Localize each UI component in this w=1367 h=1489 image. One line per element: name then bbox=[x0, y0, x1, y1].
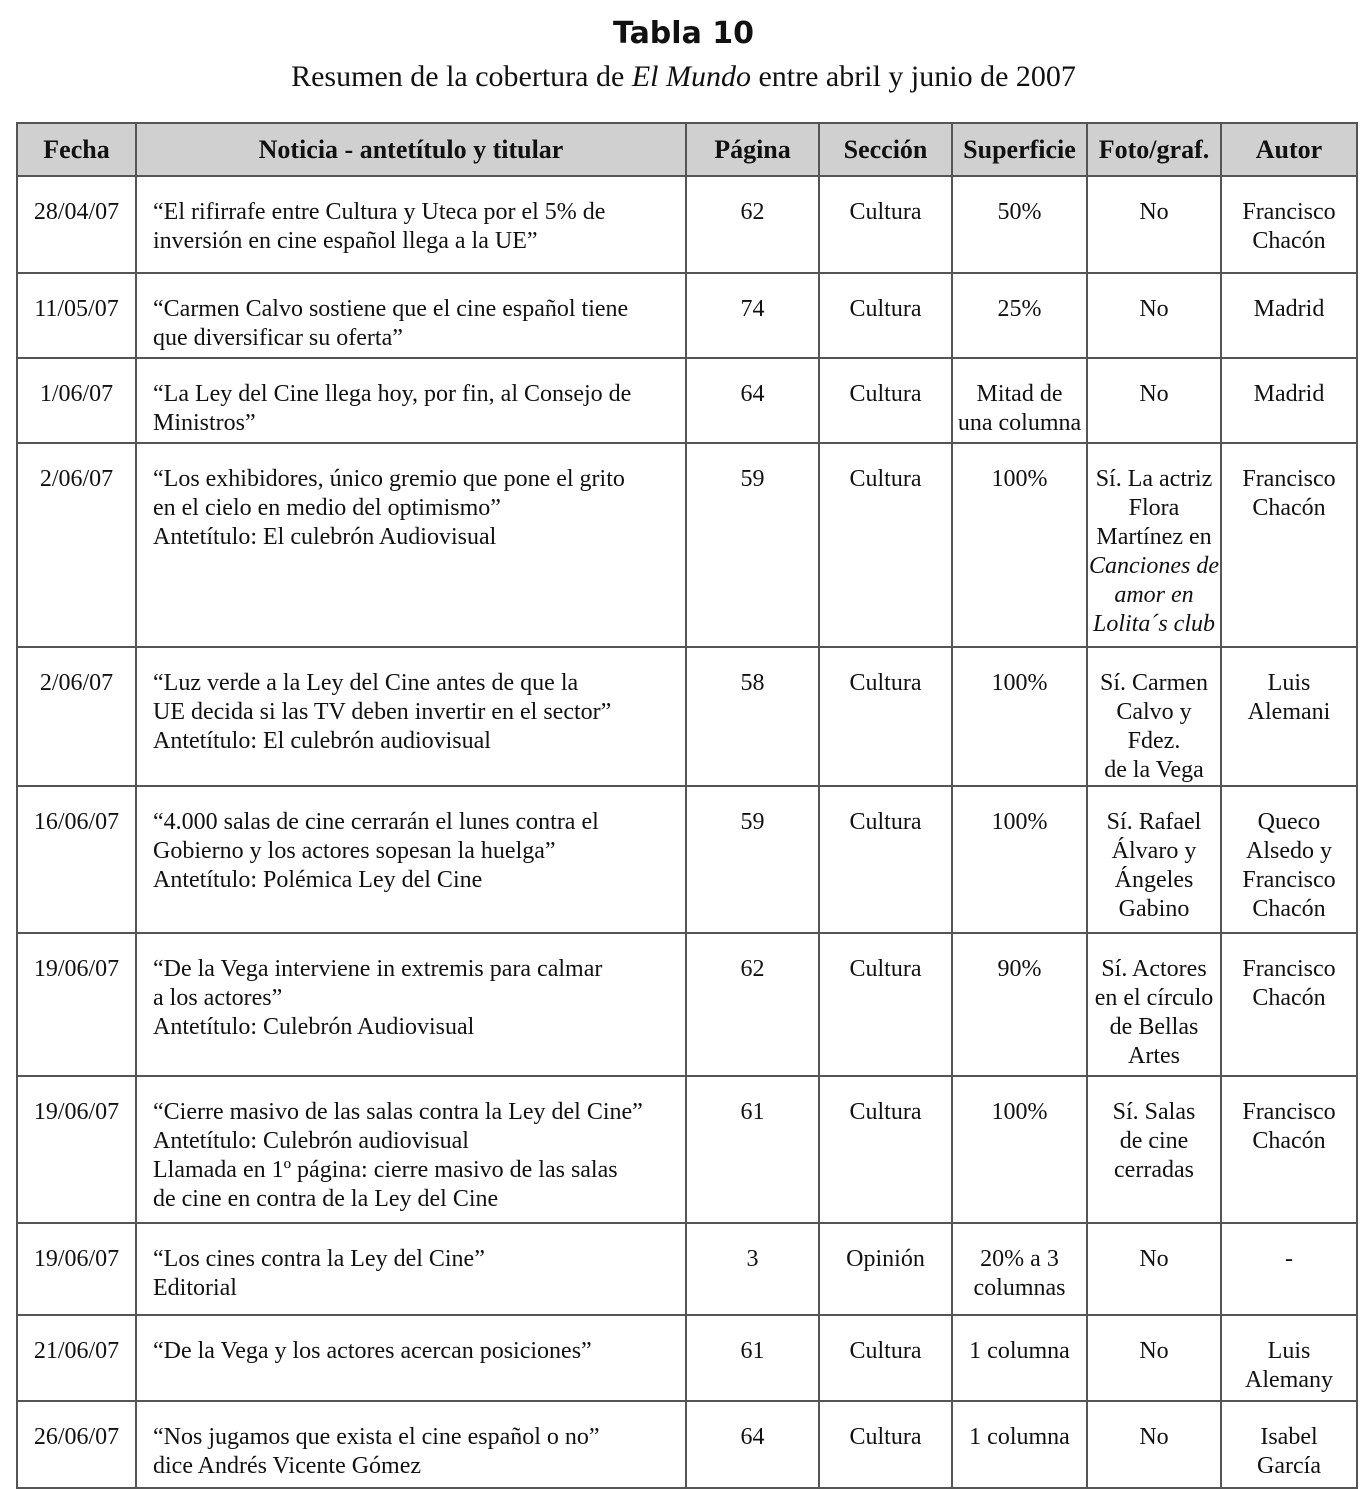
cell-superficie: 100% bbox=[952, 443, 1087, 647]
cell-seccion: Cultura bbox=[819, 1076, 952, 1223]
table-row bbox=[17, 358, 1357, 443]
cell-superficie: 90% bbox=[952, 933, 1087, 1076]
cell-seccion: Opinión bbox=[819, 1223, 952, 1315]
coverage-table bbox=[16, 122, 1358, 1489]
cell-fecha: 11/05/07 bbox=[17, 273, 136, 358]
cell-seccion: Cultura bbox=[819, 1401, 952, 1488]
foto-text: Sí. Actores en el círculo de Bellas Artes bbox=[1094, 956, 1214, 1069]
cell-autor: Madrid bbox=[1221, 273, 1357, 358]
foto-text: Sí. Rafael Álvaro y Ángeles Gabino bbox=[1106, 809, 1202, 922]
cell-foto bbox=[1087, 1401, 1221, 1488]
cell-pagina: 64 bbox=[686, 1401, 819, 1488]
cell-pagina: 3 bbox=[686, 1223, 819, 1315]
cell-pagina: 61 bbox=[686, 1315, 819, 1401]
header-superficie: Superficie bbox=[952, 123, 1087, 176]
cell-fecha: 1/06/07 bbox=[17, 358, 136, 443]
foto-text: No bbox=[1139, 381, 1169, 407]
cell-superficie: 1 columna bbox=[952, 1401, 1087, 1488]
cell-fecha: 28/04/07 bbox=[17, 176, 136, 273]
table-row bbox=[17, 1223, 1357, 1315]
cell-pagina: 61 bbox=[686, 1076, 819, 1223]
table-row bbox=[17, 1401, 1357, 1488]
header-seccion: Sección bbox=[819, 123, 952, 176]
foto-text: No bbox=[1139, 296, 1169, 322]
cell-foto bbox=[1087, 273, 1221, 358]
table-row bbox=[17, 273, 1357, 358]
cell-fecha: 19/06/07 bbox=[17, 933, 136, 1076]
cell-noticia: “De la Vega y los actores acercan posiciones” bbox=[136, 1315, 686, 1401]
cell-superficie: 1 columna bbox=[952, 1315, 1087, 1401]
cell-fecha: 26/06/07 bbox=[17, 1401, 136, 1488]
subtitle-newspaper: El Mundo bbox=[631, 60, 751, 93]
cell-noticia: “La Ley del Cine llega hoy, por fin, al Consejo de Ministros” bbox=[136, 358, 686, 443]
cell-seccion: Cultura bbox=[819, 273, 952, 358]
cell-superficie: 25% bbox=[952, 273, 1087, 358]
foto-text: Sí. Salas de cine cerradas bbox=[1112, 1099, 1196, 1183]
cell-superficie: 20% a 3 columnas bbox=[952, 1223, 1087, 1315]
header-pagina: Página bbox=[686, 123, 819, 176]
table-subtitle bbox=[0, 60, 1367, 94]
cell-foto bbox=[1087, 1315, 1221, 1401]
cell-pagina: 64 bbox=[686, 358, 819, 443]
foto-text: Sí. La actriz Flora Martínez en bbox=[1095, 466, 1213, 550]
cell-foto bbox=[1087, 1223, 1221, 1315]
cell-superficie: Mitad de una columna bbox=[952, 358, 1087, 443]
foto-text: No bbox=[1139, 199, 1169, 225]
cell-noticia: “El rifirrafe entre Cultura y Uteca por el 5% de inversión en cine español llega a la UE” bbox=[136, 176, 686, 273]
header-foto: Foto/graf. bbox=[1087, 123, 1221, 176]
cell-seccion: Cultura bbox=[819, 933, 952, 1076]
cell-noticia: “Carmen Calvo sostiene que el cine español tiene que diversificar su oferta” bbox=[136, 273, 686, 358]
cell-superficie: 100% bbox=[952, 647, 1087, 786]
cell-noticia: “4.000 salas de cine cerrarán el lunes contra el Gobierno y los actores sopesan la huelga” Antetítulo: Polémica Ley del Cine bbox=[136, 786, 686, 933]
cell-foto bbox=[1087, 786, 1221, 933]
cell-fecha: 21/06/07 bbox=[17, 1315, 136, 1401]
foto-text: No bbox=[1139, 1246, 1169, 1272]
cell-noticia: “Cierre masivo de las salas contra la Ley del Cine” Antetítulo: Culebrón audiovisual Llamada en 1º página: cierre masivo de las salas de cine en contra de la Ley del Cine bbox=[136, 1076, 686, 1223]
foto-text: Sí. Carmen Calvo y Fdez. de la Vega bbox=[1100, 670, 1208, 783]
header-noticia: Noticia - antetítulo y titular bbox=[136, 123, 686, 176]
cell-pagina: 62 bbox=[686, 176, 819, 273]
cell-noticia: “Nos jugamos que exista el cine español o no” dice Andrés Vicente Gómez bbox=[136, 1401, 686, 1488]
table-row bbox=[17, 443, 1357, 647]
cell-foto bbox=[1087, 176, 1221, 273]
cell-fecha: 2/06/07 bbox=[17, 443, 136, 647]
cell-fecha: 16/06/07 bbox=[17, 786, 136, 933]
cell-pagina: 58 bbox=[686, 647, 819, 786]
cell-autor: Luis Alemany bbox=[1221, 1315, 1357, 1401]
table-title: Tabla 10 bbox=[612, 16, 755, 51]
cell-foto bbox=[1087, 933, 1221, 1076]
cell-seccion: Cultura bbox=[819, 443, 952, 647]
cell-pagina: 62 bbox=[686, 933, 819, 1076]
cell-autor: Francisco Chacón bbox=[1221, 443, 1357, 647]
cell-foto bbox=[1087, 647, 1221, 786]
header-autor: Autor bbox=[1221, 123, 1357, 176]
cell-seccion: Cultura bbox=[819, 647, 952, 786]
cell-pagina: 59 bbox=[686, 786, 819, 933]
table-row bbox=[17, 647, 1357, 786]
cell-noticia: “Luz verde a la Ley del Cine antes de que la UE decida si las TV deben invertir en el sector” Antetítulo: El culebrón audiovisual bbox=[136, 647, 686, 786]
subtitle-text: Resumen de la cobertura de bbox=[291, 60, 632, 93]
subtitle-text-end: entre abril y junio de 2007 bbox=[750, 60, 1076, 93]
cell-superficie: 100% bbox=[952, 786, 1087, 933]
cell-seccion: Cultura bbox=[819, 1315, 952, 1401]
header-row bbox=[17, 123, 1357, 176]
cell-autor: Isabel García bbox=[1221, 1401, 1357, 1488]
cell-noticia: “Los exhibidores, único gremio que pone el grito en el cielo en medio del optimismo” Antetítulo: El culebrón Audiovisual bbox=[136, 443, 686, 647]
table-row bbox=[17, 786, 1357, 933]
cell-autor: Queco Alsedo y Francisco Chacón bbox=[1221, 786, 1357, 933]
cell-autor: Madrid bbox=[1221, 358, 1357, 443]
cell-autor: Francisco Chacón bbox=[1221, 176, 1357, 273]
cell-seccion: Cultura bbox=[819, 358, 952, 443]
cell-superficie: 100% bbox=[952, 1076, 1087, 1223]
cell-noticia: “De la Vega interviene in extremis para calmar a los actores” Antetítulo: Culebrón Audiovisual bbox=[136, 933, 686, 1076]
table-row bbox=[17, 1315, 1357, 1401]
cell-pagina: 74 bbox=[686, 273, 819, 358]
foto-text: No bbox=[1139, 1338, 1169, 1364]
cell-autor: - bbox=[1221, 1223, 1357, 1315]
cell-fecha: 19/06/07 bbox=[17, 1223, 136, 1315]
cell-superficie: 50% bbox=[952, 176, 1087, 273]
cell-autor: Luis Alemani bbox=[1221, 647, 1357, 786]
cell-noticia: “Los cines contra la Ley del Cine” Editorial bbox=[136, 1223, 686, 1315]
cell-foto bbox=[1087, 358, 1221, 443]
cell-seccion: Cultura bbox=[819, 786, 952, 933]
cell-fecha: 2/06/07 bbox=[17, 647, 136, 786]
cell-fecha: 19/06/07 bbox=[17, 1076, 136, 1223]
cell-autor: Francisco Chacón bbox=[1221, 933, 1357, 1076]
header-fecha: Fecha bbox=[17, 123, 136, 176]
cell-autor: Francisco Chacón bbox=[1221, 1076, 1357, 1223]
cell-foto bbox=[1087, 443, 1221, 647]
cell-pagina: 59 bbox=[686, 443, 819, 647]
foto-text: No bbox=[1139, 1424, 1169, 1450]
table-row bbox=[17, 933, 1357, 1076]
table-row bbox=[17, 176, 1357, 273]
cell-foto bbox=[1087, 1076, 1221, 1223]
foto-film-title: Canciones de amor en Lolita´s club bbox=[1089, 553, 1219, 637]
table-row bbox=[17, 1076, 1357, 1223]
cell-seccion: Cultura bbox=[819, 176, 952, 273]
